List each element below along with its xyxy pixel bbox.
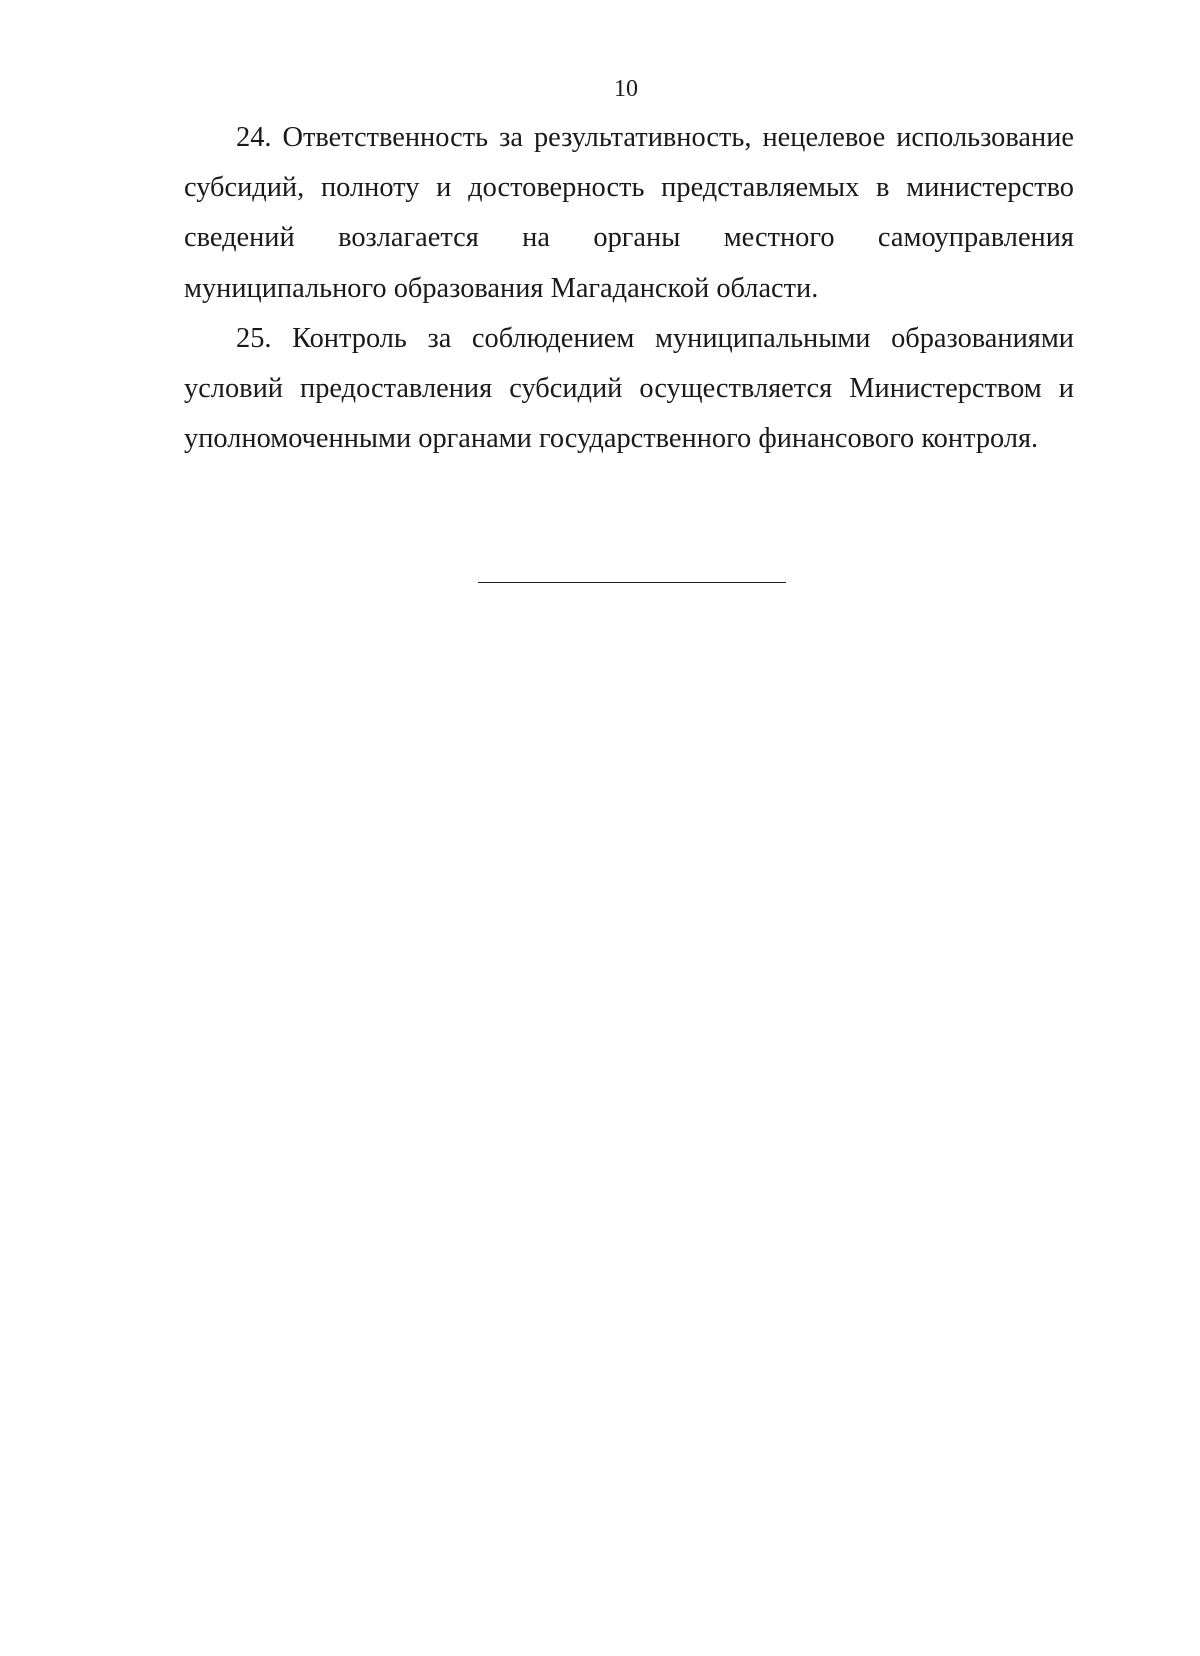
paragraph-24 [184, 113, 1074, 314]
paragraph-line: субсидий, полноту и достоверность представляемых в министерство [184, 172, 1074, 204]
end-of-document-rule [478, 582, 786, 583]
page-number: 10 [614, 76, 638, 102]
paragraph-line: 25. Контроль за соблюдением муниципальными образованиями [236, 322, 1074, 354]
paragraph-line: условий предоставления субсидий осуществляется Министерством и [184, 373, 1074, 405]
paragraph-line: уполномоченными органами государственного финансового контроля. [184, 423, 1039, 455]
paragraph-line: сведений возлагается на органы местного самоуправления [184, 222, 1074, 254]
paragraph-25 [184, 314, 1074, 465]
paragraph-line: 24. Ответственность за результативность, нецелевое использование [236, 122, 1074, 153]
paragraph-line: муниципального образования Магаданской области. [184, 272, 819, 304]
document-body [184, 113, 1074, 464]
